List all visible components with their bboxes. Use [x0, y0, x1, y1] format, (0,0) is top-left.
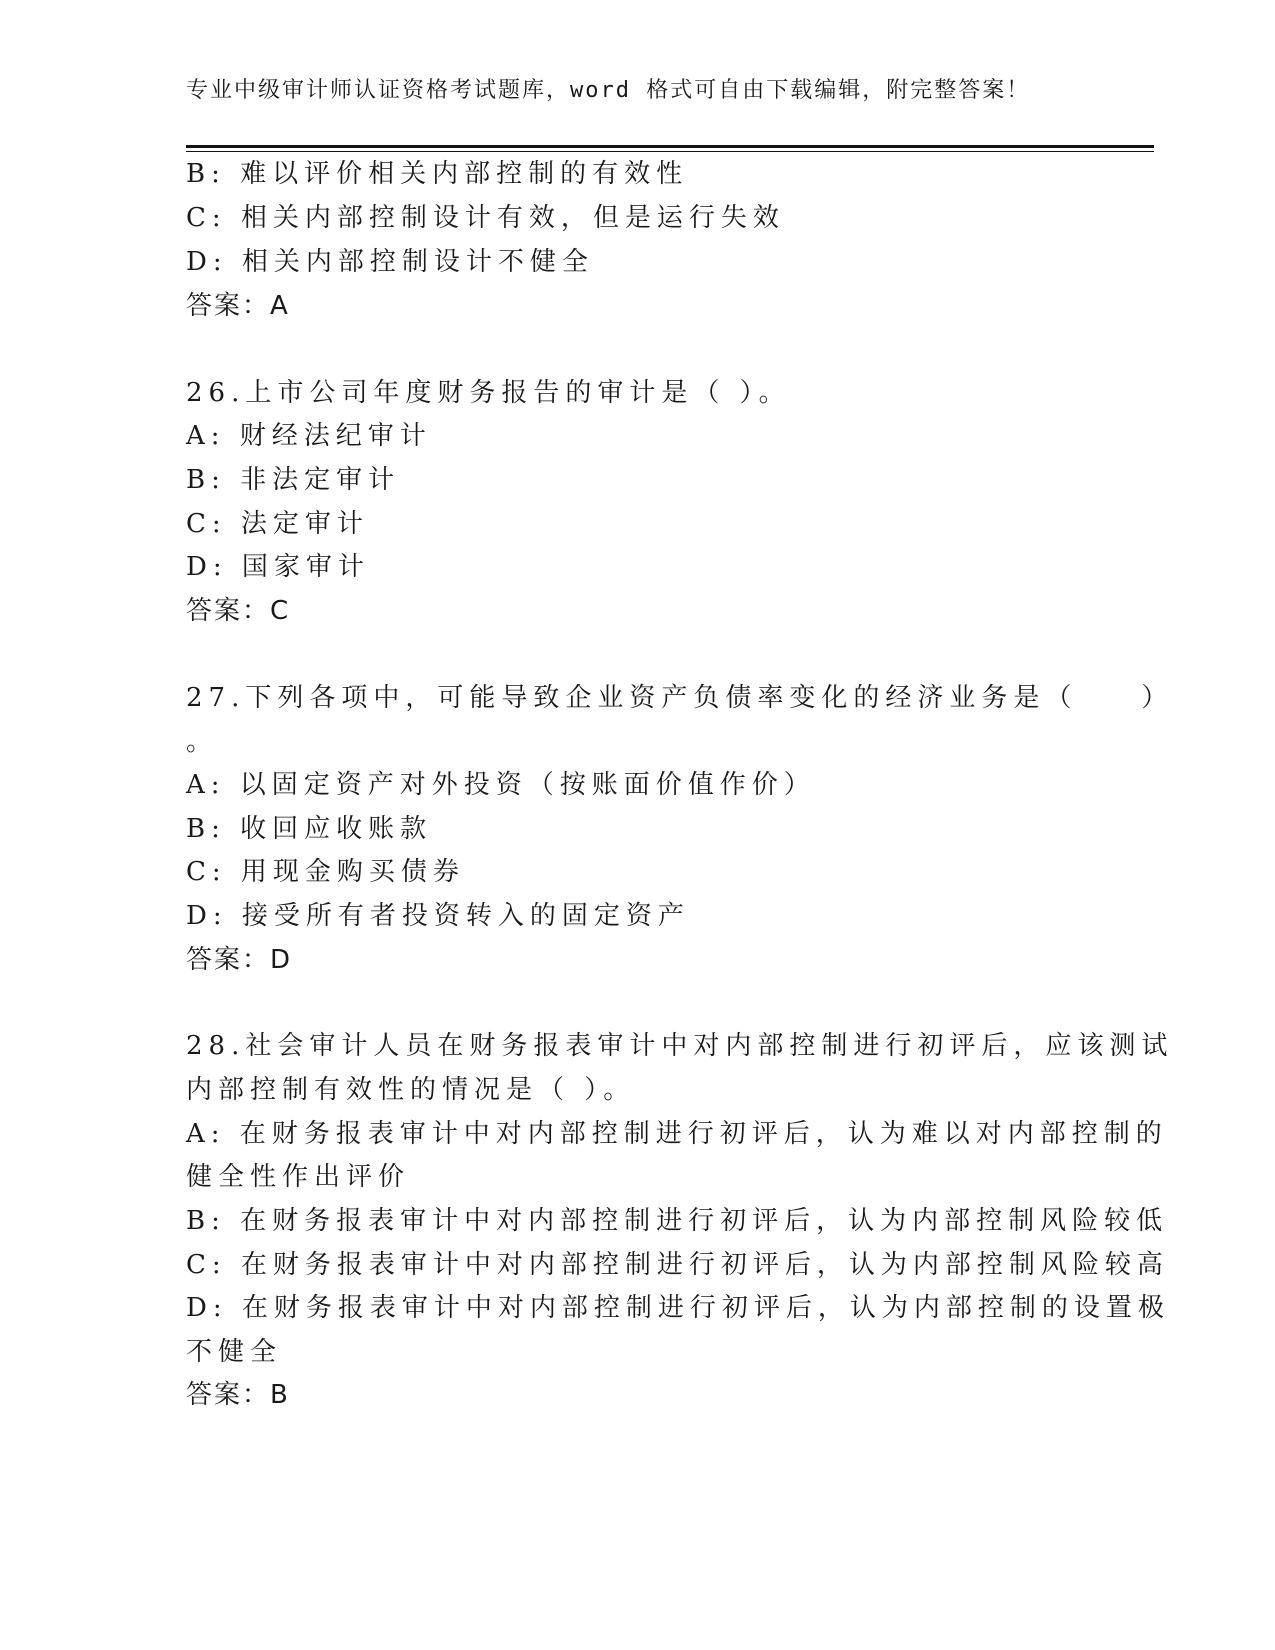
q28-stem-line2: 内部控制有效性的情况是（ ）。	[186, 1075, 636, 1105]
q26-option-a: A: 财经法纪审计	[186, 421, 432, 451]
q28-option-d-line1: D: 在财务报表审计中对内部控制进行初评后，认为内部控制的设置极	[186, 1293, 1170, 1323]
q28-stem-line1: 28.社会审计人员在财务报表审计中对内部控制进行初评后，应该测试	[186, 1031, 1174, 1061]
q26-stem: 26.上市公司年度财务报告的审计是（ ）。	[186, 378, 791, 408]
header-divider-thin	[186, 151, 1154, 152]
q28-option-a-line2: 健全性作出评价	[186, 1162, 411, 1192]
q28-option-c: C: 在财务报表审计中对内部控制进行初评后，认为内部控制风险较高	[186, 1250, 1169, 1280]
q28-option-a-line1: A: 在财务报表审计中对内部控制进行初评后，认为难以对内部控制的	[186, 1119, 1168, 1149]
q28-option-d-line2: 不健全	[186, 1337, 283, 1367]
q28-option-b: B: 在财务报表审计中对内部控制进行初评后，认为内部控制风险较低	[186, 1206, 1169, 1236]
q27-option-b: B: 收回应收账款	[186, 814, 433, 844]
q27-option-a: A: 以固定资产对外投资（按账面价值作价）	[186, 770, 816, 800]
q27-stem-line1: 27.下列各项中，可能导致企业资产负债率变化的经济业务是（ ）	[186, 683, 1174, 713]
q25-option-d: D: 相关内部控制设计不健全	[186, 247, 594, 277]
q25-answer: 答案：A	[186, 291, 290, 321]
q28-answer: 答案：B	[186, 1380, 290, 1410]
q25-option-b: B: 难以评价相关内部控制的有效性	[186, 159, 689, 189]
q25-option-c: C: 相关内部控制设计有效，但是运行失效	[186, 203, 785, 233]
q27-answer: 答案：D	[186, 945, 293, 975]
q26-option-c: C: 法定审计	[186, 509, 369, 539]
header-divider-thick	[186, 145, 1154, 148]
q26-option-d: D: 国家审计	[186, 552, 370, 582]
q27-option-d: D: 接受所有者投资转入的固定资产	[186, 901, 690, 931]
page-header: 专业中级审计师认证资格考试题库，word 格式可自由下载编辑，附完整答案！	[186, 78, 1031, 103]
q26-answer: 答案：C	[186, 596, 291, 626]
q26-option-b: B: 非法定审计	[186, 465, 401, 495]
q27-stem-line2: 。	[186, 727, 219, 757]
q27-option-c: C: 用现金购买债券	[186, 857, 465, 887]
